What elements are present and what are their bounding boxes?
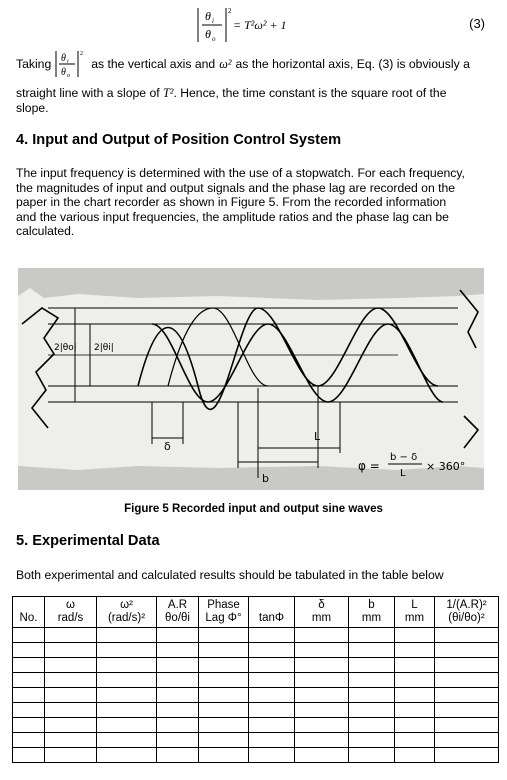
eq-denominator-sub: o	[212, 35, 216, 43]
table-cell	[349, 688, 395, 703]
two-theta-i-label: 2|θi|	[94, 343, 114, 353]
table-cell	[349, 733, 395, 748]
table-cell	[157, 643, 199, 658]
table-cell	[395, 748, 435, 763]
table-cell	[13, 733, 45, 748]
taking-word: Taking	[16, 56, 52, 71]
table-cell	[157, 673, 199, 688]
table-cell	[199, 718, 249, 733]
table-cell	[349, 628, 395, 643]
inline-fraction	[54, 49, 88, 79]
table-cell	[45, 703, 97, 718]
header-inverse-ar-squared: 1/(A.R)² (θi/θo)²	[435, 597, 499, 628]
svg-text:θ: θ	[61, 67, 67, 78]
section-4-line-2: the magnitudes of input and output signals and the phase lag are recorded on the	[16, 180, 456, 195]
two-theta-o-label: 2|θo|	[54, 343, 77, 353]
table-cell	[435, 748, 499, 763]
table-cell	[199, 673, 249, 688]
formula-numerator: b − δ	[390, 452, 418, 463]
table-cell	[395, 718, 435, 733]
table-cell	[395, 673, 435, 688]
line2-a: straight line with a slope of	[16, 86, 160, 100]
table-cell	[295, 673, 349, 688]
table-cell	[97, 703, 157, 718]
table-cell	[249, 748, 295, 763]
table-cell	[13, 718, 45, 733]
table-cell	[45, 673, 97, 688]
table-cell	[295, 703, 349, 718]
L-label: L	[314, 430, 321, 443]
section-4-heading: 4. Input and Output of Position Control System	[16, 132, 342, 148]
section-5-intro: Both experimental and calculated results should be tabulated in the table below	[16, 568, 444, 582]
header-omega-squared: ω² (rad/s)²	[97, 597, 157, 628]
table-cell	[349, 703, 395, 718]
table-cell	[349, 658, 395, 673]
eq-power: 2	[228, 7, 232, 15]
eq-rhs: = T²ω² + 1	[233, 18, 287, 32]
table-cell	[199, 658, 249, 673]
table-cell	[97, 718, 157, 733]
table-cell	[45, 658, 97, 673]
formula-phi: φ =	[358, 459, 380, 473]
table-cell	[97, 628, 157, 643]
table-header-row	[13, 597, 499, 628]
table-cell	[157, 658, 199, 673]
table-cell	[395, 628, 435, 643]
section-4-line-5: calculated.	[16, 224, 75, 238]
header-delta: δ mm	[295, 597, 349, 628]
table-cell	[295, 688, 349, 703]
header-phase-lag: Phase Lag Φ°	[199, 597, 249, 628]
table-cell	[199, 703, 249, 718]
table-cell	[435, 718, 499, 733]
table-cell	[295, 658, 349, 673]
table-cell	[45, 688, 97, 703]
table-row	[13, 703, 499, 718]
table-cell	[13, 748, 45, 763]
table-cell	[13, 658, 45, 673]
table-cell	[349, 673, 395, 688]
table-cell	[249, 673, 295, 688]
table-cell	[45, 733, 97, 748]
equation-graphic	[196, 4, 316, 44]
table-cell	[435, 703, 499, 718]
table-cell	[295, 643, 349, 658]
table-cell	[435, 658, 499, 673]
table-cell	[157, 628, 199, 643]
table-cell	[349, 643, 395, 658]
table-cell	[157, 748, 199, 763]
table-cell	[249, 733, 295, 748]
eq-numerator-sub: i	[212, 17, 214, 25]
table-cell	[395, 658, 435, 673]
table-row	[13, 643, 499, 658]
b-label: b	[262, 472, 269, 485]
table-row	[13, 688, 499, 703]
header-b: b mm	[349, 597, 395, 628]
figure-5-caption: Figure 5 Recorded input and output sine waves	[124, 503, 383, 515]
table-cell	[435, 688, 499, 703]
svg-text:i: i	[67, 59, 69, 65]
experimental-data-table	[12, 596, 499, 763]
table-cell	[395, 643, 435, 658]
table-cell	[97, 643, 157, 658]
paragraph-taking	[16, 50, 488, 115]
table-body	[13, 628, 499, 763]
table-cell	[13, 688, 45, 703]
table-cell	[13, 643, 45, 658]
rest-line-1: as the horizontal axis, Eq. (3) is obviously a	[235, 56, 470, 71]
table-cell	[199, 748, 249, 763]
table-row	[13, 628, 499, 643]
table-cell	[249, 628, 295, 643]
table-cell	[157, 703, 199, 718]
after-fraction-text: as the vertical axis and	[91, 56, 216, 71]
formula-denominator: L	[400, 468, 406, 479]
table-cell	[295, 718, 349, 733]
table-cell	[395, 688, 435, 703]
table-cell	[45, 643, 97, 658]
table-cell	[199, 688, 249, 703]
table-cell	[157, 688, 199, 703]
table-cell	[45, 718, 97, 733]
table-cell	[349, 748, 395, 763]
table-cell	[97, 658, 157, 673]
table-row	[13, 658, 499, 673]
table-cell	[249, 643, 295, 658]
table-cell	[395, 733, 435, 748]
table-cell	[13, 628, 45, 643]
table-cell	[295, 628, 349, 643]
table-cell	[97, 673, 157, 688]
figure-5-photo	[18, 268, 484, 490]
section-4-line-1: The input frequency is determined with the use of a stopwatch. For each frequency,	[16, 166, 465, 180]
header-L: L mm	[395, 597, 435, 628]
equation-3	[196, 4, 316, 44]
table-cell	[199, 628, 249, 643]
table-cell	[45, 748, 97, 763]
omega-squared: ω²	[219, 56, 232, 71]
formula-tail: × 360°	[426, 460, 466, 473]
equation-number: (3)	[469, 16, 485, 31]
header-tan-phi: tanΦ	[249, 597, 295, 628]
eq-numerator: θ	[205, 9, 211, 23]
table-cell	[97, 688, 157, 703]
table-cell	[249, 703, 295, 718]
section-4-body	[16, 166, 488, 239]
line2-b: . Hence, the time constant is the square root of the	[173, 86, 447, 100]
table-cell	[45, 628, 97, 643]
section-5-heading: 5. Experimental Data	[16, 533, 160, 549]
header-omega: ω rad/s	[45, 597, 97, 628]
table-cell	[157, 733, 199, 748]
table-row	[13, 718, 499, 733]
table-cell	[435, 643, 499, 658]
table-cell	[157, 718, 199, 733]
table-cell	[199, 643, 249, 658]
eq-denominator: θ	[205, 27, 211, 41]
table-cell	[295, 733, 349, 748]
section-4-line-4: and the various input frequencies, the amplitude ratios and the phase lag can be	[16, 209, 449, 224]
table-cell	[249, 688, 295, 703]
section-4-line-3: paper in the chart recorder as shown in Figure 5. From the recorded information	[16, 195, 447, 209]
header-amplitude-ratio: A.R θo/θi	[157, 597, 199, 628]
recorder-paper-drawing	[18, 268, 484, 490]
table-cell	[97, 733, 157, 748]
table-row	[13, 673, 499, 688]
table-cell	[249, 718, 295, 733]
t-squared: T²	[163, 86, 174, 100]
table-cell	[97, 748, 157, 763]
table-cell	[435, 673, 499, 688]
svg-text:2: 2	[80, 51, 84, 57]
table-cell	[295, 748, 349, 763]
table-cell	[199, 733, 249, 748]
table-cell	[13, 703, 45, 718]
table-cell	[349, 718, 395, 733]
line3: slope.	[16, 100, 49, 115]
table-cell	[13, 673, 45, 688]
table-row	[13, 733, 499, 748]
svg-text:o: o	[67, 73, 71, 79]
table-row	[13, 748, 499, 763]
table-cell	[435, 733, 499, 748]
table-cell	[435, 628, 499, 643]
header-no: No.	[13, 597, 45, 628]
table-cell	[249, 658, 295, 673]
svg-text:θ: θ	[61, 53, 67, 64]
table-cell	[395, 703, 435, 718]
delta-label: δ	[164, 440, 171, 453]
